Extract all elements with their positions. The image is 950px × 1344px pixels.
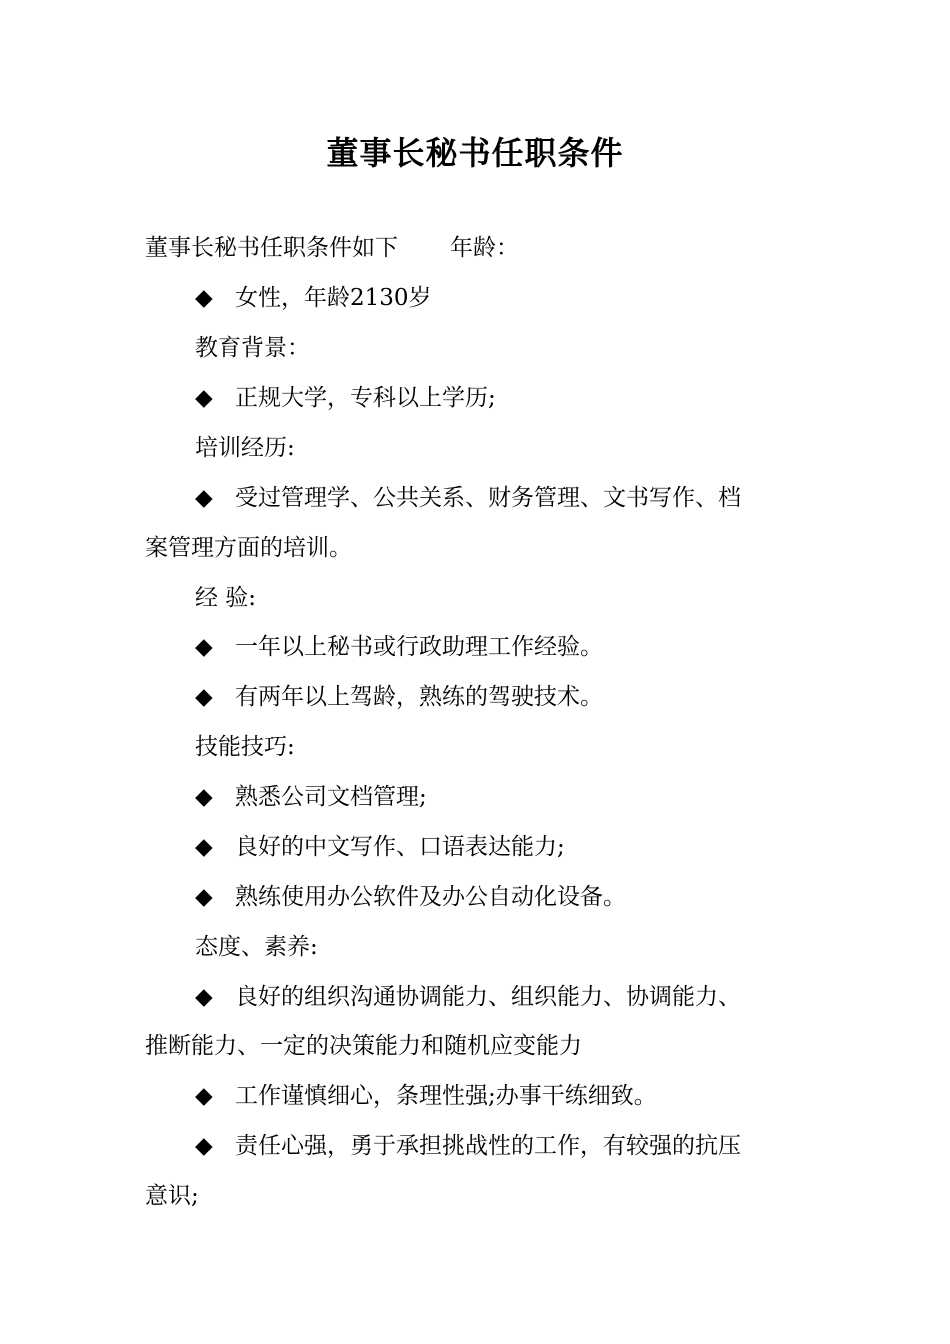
diamond-bullet-icon: ◆ <box>195 834 213 860</box>
list-item-continuation: 推断能力、一定的决策能力和随机应变能力 <box>145 1033 582 1059</box>
list-item-driving <box>195 682 603 712</box>
diamond-bullet-icon: ◆ <box>195 984 213 1010</box>
list-item-text: 受过管理学、公共关系、财务管理、文书写作、档 <box>235 485 741 511</box>
list-item-text: 良好的组织沟通协调能力、组织能力、协调能力、 <box>235 984 741 1010</box>
diamond-bullet-icon: ◆ <box>195 784 213 810</box>
diamond-bullet-icon: ◆ <box>195 1133 213 1159</box>
intro-text: 董事长秘书任职条件如下 <box>145 235 398 261</box>
list-item-training <box>195 483 741 513</box>
list-item-age <box>195 283 432 313</box>
diamond-bullet-icon: ◆ <box>195 634 213 660</box>
list-item-text: 熟悉公司文档管理; <box>235 784 427 810</box>
list-item-responsibility <box>195 1131 741 1161</box>
section-heading-experience: 经 验: <box>195 585 257 611</box>
list-item-text: 责任心强，勇于承担挑战性的工作，有较强的抗压 <box>235 1133 741 1159</box>
diamond-bullet-icon: ◆ <box>195 884 213 910</box>
list-item-communication <box>195 982 741 1012</box>
list-item-continuation: 案管理方面的培训。 <box>145 535 352 561</box>
document-title: 董事长秘书任职条件 <box>326 134 624 172</box>
section-heading-training: 培训经历: <box>195 435 295 461</box>
diamond-bullet-icon: ◆ <box>195 285 213 311</box>
section-heading-skills: 技能技巧: <box>195 734 295 760</box>
list-item-carefulness <box>195 1081 657 1111</box>
diamond-bullet-icon: ◆ <box>195 684 213 710</box>
list-item-documents <box>195 782 427 812</box>
intro-line <box>145 233 519 263</box>
list-item-experience <box>195 632 603 662</box>
list-item-text: 女性，年龄2130岁 <box>235 285 432 311</box>
list-item-text: 工作谨慎细心，条理性强;办事干练细致。 <box>235 1083 657 1109</box>
list-item-office-software <box>195 882 626 912</box>
list-item-text: 正规大学，专科以上学历; <box>235 385 496 411</box>
diamond-bullet-icon: ◆ <box>195 1083 213 1109</box>
list-item-text: 有两年以上驾龄，熟练的驾驶技术。 <box>235 684 603 710</box>
age-label: 年龄： <box>450 235 519 261</box>
section-heading-education: 教育背景： <box>195 335 310 361</box>
diamond-bullet-icon: ◆ <box>195 385 213 411</box>
section-heading-attitude: 态度、素养: <box>195 934 318 960</box>
list-item-education <box>195 383 496 413</box>
list-item-text: 一年以上秘书或行政助理工作经验。 <box>235 634 603 660</box>
list-item-continuation: 意识; <box>145 1183 199 1209</box>
list-item-writing <box>195 832 565 862</box>
diamond-bullet-icon: ◆ <box>195 485 213 511</box>
list-item-text: 良好的中文写作、口语表达能力; <box>235 834 565 860</box>
list-item-text: 熟练使用办公软件及办公自动化设备。 <box>235 884 626 910</box>
